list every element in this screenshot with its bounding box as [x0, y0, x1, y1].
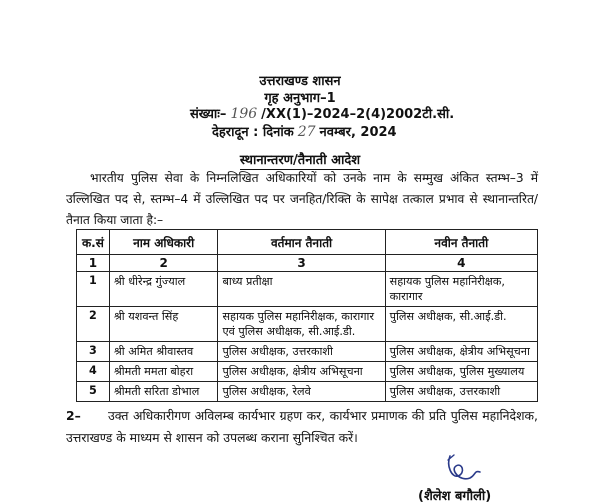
- paragraph-number: 2–: [66, 408, 81, 423]
- cell-officer-name: श्री धीरेन्द्र गुंज्याल: [109, 272, 218, 307]
- transfer-table: [76, 229, 538, 402]
- order-number-suffix: /XX(1)–2024–2(4)2002टी.सी.: [261, 107, 455, 122]
- table-header-row: [77, 230, 538, 255]
- cell-officer-name: श्रीमती ममता बोहरा: [109, 362, 218, 382]
- order-date-handwritten: 27: [297, 124, 316, 140]
- order-number-prefix: संख्याः–: [190, 107, 227, 122]
- cell-current-posting: बाध्य प्रतीक्षा: [218, 272, 385, 307]
- table-row: [77, 272, 538, 307]
- cell-current-posting: पुलिस अधीक्षक, रेलवे: [218, 382, 385, 402]
- column-number: 4: [385, 255, 537, 272]
- cell-officer-name: श्रीमती सरिता डोभाल: [109, 382, 218, 402]
- subject-heading: [0, 150, 600, 168]
- cell-new-posting: पुलिस अधीक्षक, उत्तरकाशी: [385, 382, 537, 402]
- table-row: [77, 307, 538, 342]
- government-heading: उत्तराखण्ड शासन: [259, 74, 341, 89]
- cell-new-posting: पुलिस अधीक्षक, सी.आई.डी.: [385, 307, 537, 342]
- order-date-suffix: नवम्बर, 2024: [319, 125, 397, 140]
- table-row: [77, 362, 538, 382]
- cell-officer-name: श्री यशवन्त सिंह: [109, 307, 218, 342]
- intro-paragraph: भारतीय पुलिस सेवा के निम्नलिखित अधिकारियों को उनके नाम के सम्मुख अंकित स्तम्भ–3 में उल्लिखित पद से, स्तम्भ–4 में उल्लिखित पद पर जनहित/रिक्ति के सापेक्ष तत्काल प्रभाव से स्थानान्तरित/तैनात किया जाता है:–: [66, 171, 538, 227]
- cell-serial: 3: [77, 342, 110, 362]
- cell-current-posting: पुलिस अधीक्षक, उत्तरकाशी: [218, 342, 385, 362]
- department-heading: गृह अनुभाग–1: [264, 91, 336, 106]
- cell-new-posting: सहायक पुलिस महानिरीक्षक, कारागार: [385, 272, 537, 307]
- cell-serial: 5: [77, 382, 110, 402]
- header-officer-name: नाम अधिकारी: [109, 230, 218, 255]
- cell-serial: 4: [77, 362, 110, 382]
- cell-current-posting: पुलिस अधीक्षक, क्षेत्रीय अभिसूचना: [218, 362, 385, 382]
- column-number: 1: [77, 255, 110, 272]
- column-number-row: [77, 255, 538, 272]
- header-current-posting: वर्तमान तैनाती: [218, 230, 385, 255]
- order-date-prefix: देहरादून : दिनांक: [212, 125, 294, 140]
- cell-new-posting: पुलिस अधीक्षक, पुलिस मुख्यालय: [385, 362, 537, 382]
- column-number: 3: [218, 255, 385, 272]
- instruction-paragraph: [66, 405, 538, 449]
- cell-officer-name: श्री अमित श्रीवास्तव: [109, 342, 218, 362]
- header-serial: क.सं: [77, 230, 110, 255]
- cell-new-posting: पुलिस अधीक्षक, क्षेत्रीय अभिसूचना: [385, 342, 537, 362]
- column-number: 2: [109, 255, 218, 272]
- order-date: [212, 122, 397, 140]
- cell-serial: 2: [77, 307, 110, 342]
- table-row: [77, 342, 538, 362]
- subject-text: स्थानान्तरण/तैनाती आदेश: [239, 153, 361, 168]
- table-row: [77, 382, 538, 402]
- cell-serial: 1: [77, 272, 110, 307]
- paragraph-text: उक्त अधिकारीगण अविलम्ब कार्यभार ग्रहण कर, कार्यभार प्रमाणक की प्रति पुलिस महानिदेशक, उत्तराखण्ड के माध्यम से शासन को उपलब्ध कराना सुनिश्चित करें।: [66, 408, 538, 445]
- order-number: [190, 104, 454, 122]
- signatory-name: (शैलेश बगौली): [418, 489, 492, 504]
- order-number-handwritten: 196: [230, 106, 258, 122]
- cell-current-posting: सहायक पुलिस महानिरीक्षक, कारागार एवं पुलिस अधीक्षक, सी.आई.डी.: [218, 307, 385, 342]
- header-new-posting: नवीन तैनाती: [385, 230, 537, 255]
- signature-icon: [436, 452, 496, 486]
